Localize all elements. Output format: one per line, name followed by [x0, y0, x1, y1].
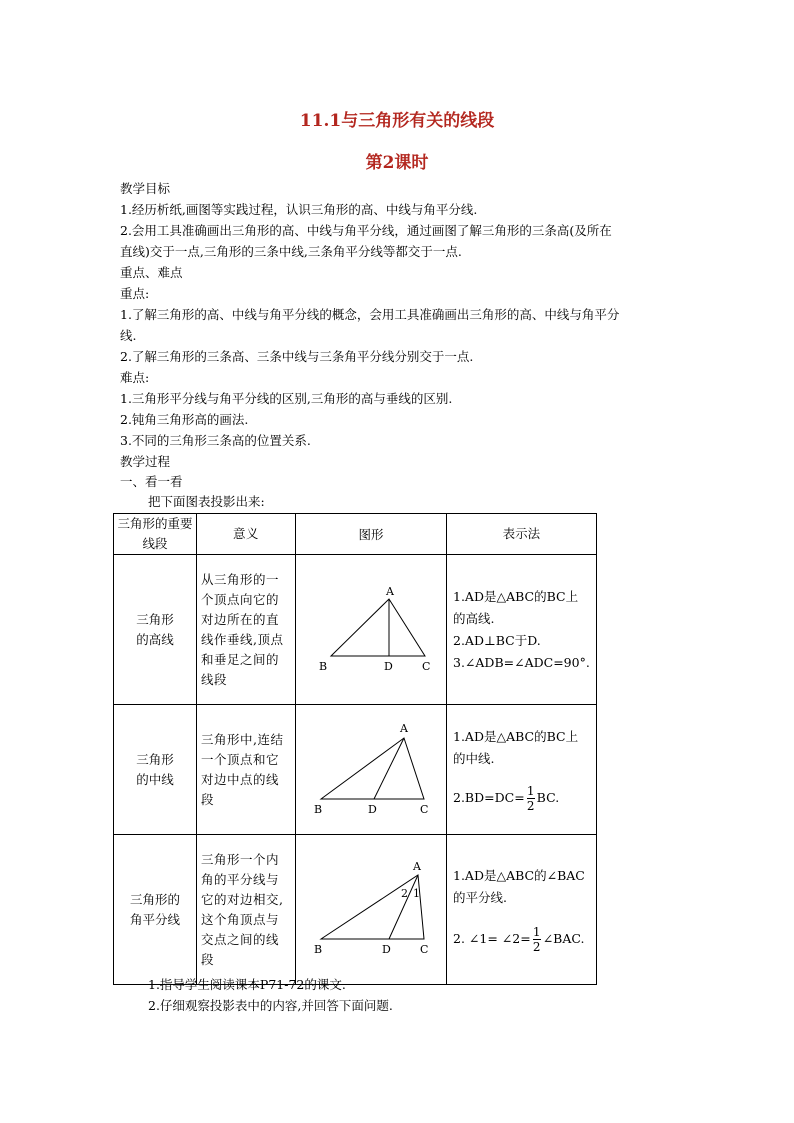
segment-notation	[447, 835, 597, 985]
label-d: D	[382, 943, 391, 956]
label-c: C	[422, 660, 431, 673]
median-triangle-figure	[296, 705, 446, 831]
bisector-triangle-figure	[296, 835, 446, 981]
table-header-row	[114, 514, 597, 555]
segment-name: 三角形的高线	[114, 555, 197, 705]
triangle-abc	[331, 599, 425, 656]
header-cell: 三角形的重要线段	[114, 514, 197, 555]
label-d: D	[368, 803, 377, 816]
label-b: B	[314, 803, 323, 816]
section-heading: 教学过程	[120, 454, 171, 469]
altitude-triangle-figure	[296, 555, 446, 701]
segment-name: 三角形的角平分线	[114, 835, 197, 985]
fraction-half: $\frac{1}{2}$	[526, 784, 535, 813]
triangle-abc	[321, 738, 424, 799]
page-subtitle: 第2课时	[365, 153, 429, 173]
notation-line: 3.∠ADB=∠ADC=90°.	[453, 654, 590, 670]
median-ad	[374, 738, 404, 799]
segment-meaning: 从三角形的一个顶点向它的对边所在的直线作垂线,顶点和垂足之间的线段	[197, 555, 296, 705]
label-a: A	[400, 722, 408, 735]
table-row	[114, 705, 597, 835]
notation-line: 1.AD是△ABC的∠BAC的平分线.	[453, 868, 585, 905]
section-heading: 难点:	[120, 370, 150, 385]
body-line: 3.不同的三角形三条高的位置关系.	[120, 433, 311, 448]
segment-notation	[447, 555, 597, 705]
body-line: 把下面图表投影出来:	[148, 494, 265, 509]
triangle-abc	[321, 875, 424, 939]
notation-line: 2.BD=DC= $\frac{1}{2}$ BC.	[453, 784, 560, 813]
section-heading: 重点:	[120, 286, 150, 301]
body-line: 2.仔细观察投影表中的内容,并回答下面问题.	[148, 998, 393, 1013]
segment-figure	[296, 835, 447, 985]
body-line: 线.	[120, 328, 137, 343]
header-cell: 意义	[197, 514, 296, 555]
body-line: 2.了解三角形的三条高、三条中线与三条角平分线分别交于一点.	[120, 349, 474, 364]
angle-label-1: 1	[413, 887, 420, 900]
label-a: A	[386, 585, 394, 598]
body-line: 2.会用工具准确画出三角形的高、中线与角平分线，通过画图了解三角形的三条高(及所在	[120, 223, 612, 238]
table-row	[114, 555, 597, 705]
page-title: 11.1与三角形有关的线段	[299, 111, 495, 131]
label-a: A	[413, 860, 421, 873]
angle-label-2: 2	[401, 887, 408, 900]
header-cell: 图形	[296, 514, 447, 555]
segment-figure	[296, 555, 447, 705]
body-line: 1.指导学生阅读课本P71-72的课文.	[148, 977, 346, 992]
fraction-half: $\frac{1}{2}$	[532, 925, 541, 954]
segment-notation	[447, 705, 597, 835]
notation-line: 2. ∠1= ∠2= $\frac{1}{2}$ ∠BAC.	[453, 925, 585, 954]
notation-line: 1.AD是△ABC的BC上的中线.	[453, 729, 579, 766]
notation-line: 1.AD是△ABC的BC上的高线.	[453, 588, 579, 626]
segment-meaning: 三角形一个内角的平分线与它的对边相交,这个角顶点与交点之间的线段	[197, 835, 296, 985]
body-line: 1.经历析纸,画图等实践过程，认识三角形的高、中线与角平分线.	[120, 202, 478, 217]
section-heading: 一、看一看	[120, 474, 183, 489]
body-line: 2.钝角三角形高的画法.	[120, 412, 249, 427]
label-d: D	[384, 660, 393, 673]
segment-figure	[296, 705, 447, 835]
label-c: C	[420, 943, 429, 956]
section-heading: 教学目标	[120, 181, 171, 196]
body-line: 1.了解三角形的高、中线与角平分线的概念，会用工具准确画出三角形的高、中线与角平分	[120, 307, 620, 322]
segments-table	[113, 513, 597, 985]
label-b: B	[314, 943, 323, 956]
table-row	[114, 835, 597, 985]
section-heading: 重点、难点	[120, 265, 183, 280]
label-b: B	[319, 660, 328, 673]
notation-line: 2.AD⊥BC于D.	[453, 632, 541, 648]
body-line: 1.三角形平分线与角平分线的区别,三角形的高与垂线的区别.	[120, 391, 453, 406]
label-c: C	[420, 803, 429, 816]
body-line: 直线)交于一点,三角形的三条中线,三条角平分线等都交于一点.	[120, 244, 462, 259]
segment-name: 三角形的中线	[114, 705, 197, 835]
segment-meaning: 三角形中,连结一个顶点和它对边中点的线段	[197, 705, 296, 835]
header-cell: 表示法	[447, 514, 597, 555]
